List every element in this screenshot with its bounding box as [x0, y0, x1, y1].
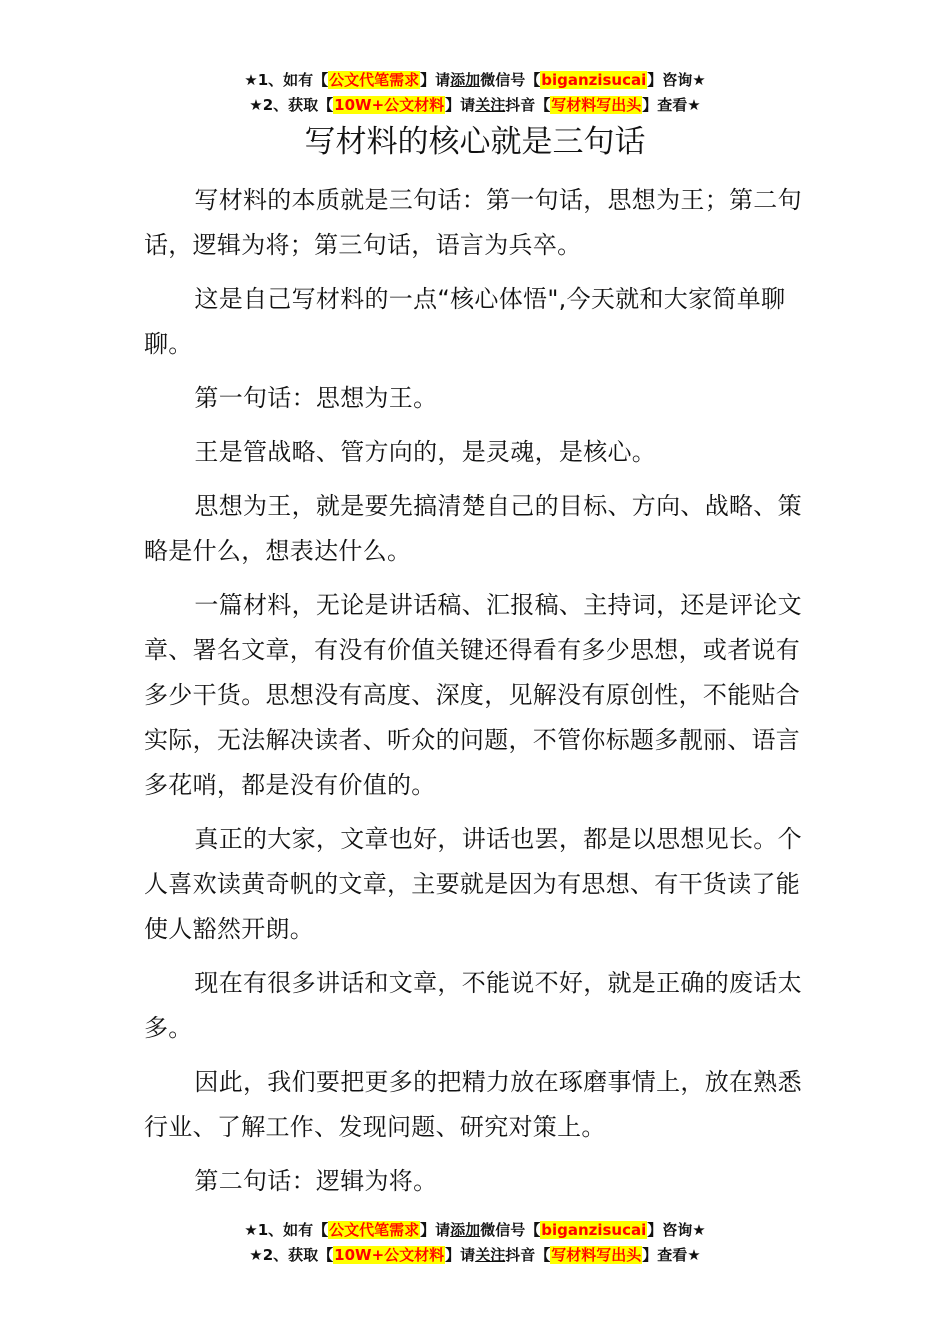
highlight-wechat-id: biganzisucai: [541, 71, 647, 89]
paragraph: 因此，我们要把更多的把精力放在琢磨事情上，放在熟悉行业、了解工作、发现问题、研究对策上。: [144, 1068, 802, 1141]
paragraph: 第一句话：思想为王。: [194, 384, 438, 412]
banner-line-1: ★1、如有【公文代笔需求】请添加微信号【biganzisucai】咨询★: [244, 71, 706, 89]
highlight-materials: 10W+公文材料: [334, 96, 445, 114]
paragraph: 思想为王，就是要先搞清楚自己的目标、方向、战略、策略是什么，想表达什么。: [144, 492, 802, 565]
paragraph: 一篇材料，无论是讲话稿、汇报稿、主持词，还是评论文章、署名文章，有没有价值关键还得看有多少思想，或者说有多少干货。思想没有高度、深度，见解没有原创性，不能贴合实际，无法解决读者、听众的问题，不管你标题多靓丽、语言多花哨，都是没有价值的。: [144, 591, 802, 799]
footer-banner: [0, 1218, 950, 1268]
document-title: 写材料的核心就是三句话: [304, 124, 646, 160]
star-icon: ★: [244, 1221, 258, 1239]
underlined-follow: 关注: [475, 96, 506, 114]
highlight-service: 公文代笔需求: [329, 1221, 420, 1239]
star-icon: ★: [692, 71, 706, 89]
star-icon: ★: [692, 1221, 706, 1239]
highlight-materials: 10W+公文材料: [334, 1246, 445, 1264]
paragraph: 第二句话：逻辑为将。: [194, 1167, 438, 1195]
star-icon: ★: [249, 96, 263, 114]
banner-line-2: ★2、获取【10W+公文材料】请关注抖音【写材料写出头】查看★: [249, 1246, 701, 1264]
banner-line-2: ★2、获取【10W+公文材料】请关注抖音【写材料写出头】查看★: [249, 96, 701, 114]
document-body: [144, 178, 820, 1213]
star-icon: ★: [687, 1246, 701, 1264]
paragraph: 写材料的本质就是三句话：第一句话，思想为王；第二句话，逻辑为将；第三句话，语言为兵卒。: [144, 186, 802, 259]
highlight-douyin: 写材料写出头: [551, 96, 642, 114]
header-banner: [0, 68, 950, 118]
underlined-add: 添加: [450, 1221, 481, 1239]
paragraph: 这是自己写材料的一点“核心体悟",今天就和大家简单聊聊。: [144, 285, 786, 358]
highlight-service: 公文代笔需求: [329, 71, 420, 89]
paragraph: 真正的大家，文章也好，讲话也罢，都是以思想见长。个人喜欢读黄奇帆的文章，主要就是因为有思想、有干货读了能使人豁然开朗。: [144, 825, 802, 943]
underlined-add: 添加: [450, 71, 481, 89]
highlight-wechat-id: biganzisucai: [541, 1221, 647, 1239]
paragraph: 王是管战略、管方向的，是灵魂，是核心。: [194, 438, 657, 466]
banner-line-1: ★1、如有【公文代笔需求】请添加微信号【biganzisucai】咨询★: [244, 1221, 706, 1239]
star-icon: ★: [687, 96, 701, 114]
underlined-follow: 关注: [475, 1246, 506, 1264]
highlight-douyin: 写材料写出头: [551, 1246, 642, 1264]
star-icon: ★: [244, 71, 258, 89]
star-icon: ★: [249, 1246, 263, 1264]
paragraph: 现在有很多讲话和文章，不能说不好，就是正确的废话太多。: [144, 969, 802, 1042]
